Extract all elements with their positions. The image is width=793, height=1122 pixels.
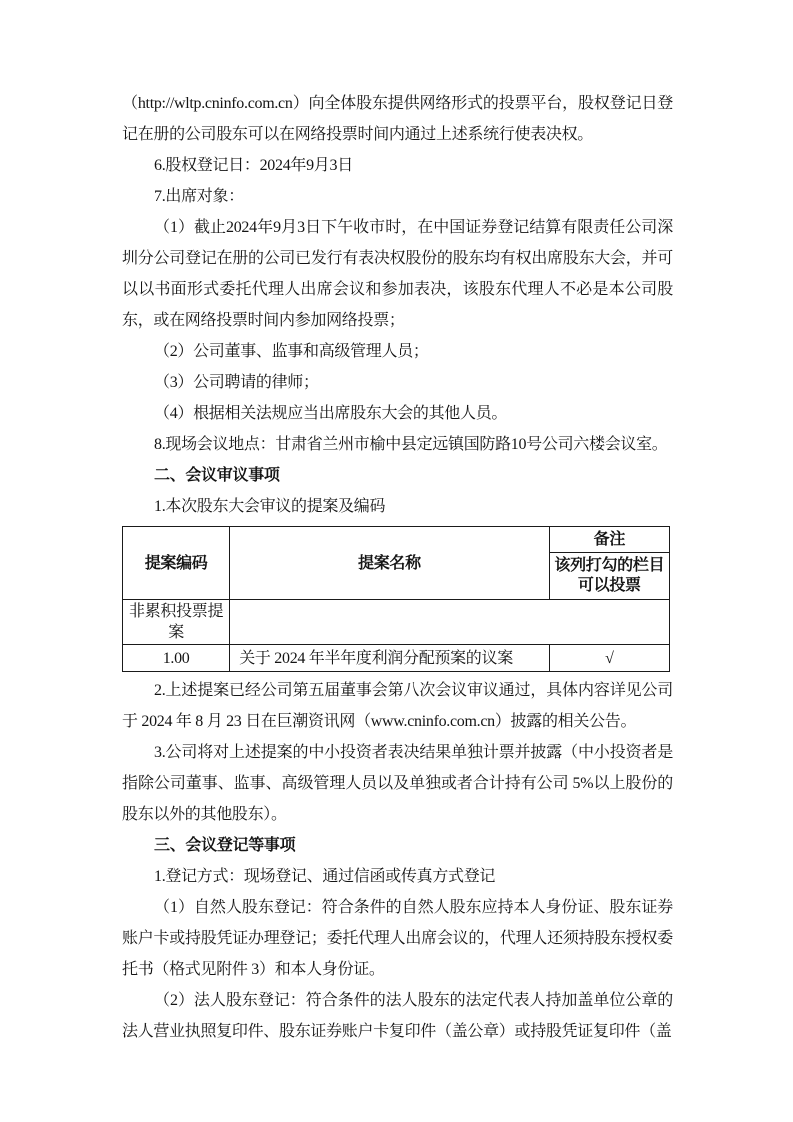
para-registration-method: 1.登记方式：现场登记、通过信函或传真方式登记: [154, 868, 496, 885]
table-section-row: [123, 600, 670, 645]
para-proposal-approval: 2.上述提案已经公司第五届董事会第八次会议审议通过，具体内容详见公司于 2024 年 8 月 23 日在巨潮资讯网（www.cninfo.com.cn）披露的相关公告。: [122, 682, 673, 730]
table-header-remark-note: 该列打勾的栏目可以投票: [549, 553, 669, 600]
para-attendee-others: （4）根据相关法规应当出席股东大会的其他人员。: [154, 405, 508, 422]
table-row-proposal-1: [123, 645, 670, 672]
table-header-remark: 备注: [549, 527, 669, 553]
heading-section-2-review-matters: 二、会议审议事项: [154, 467, 280, 484]
para-attendee-lawyers: （3）公司聘请的律师；: [154, 374, 319, 391]
para-attendee-shareholders: （1）截止2024年9月3日下午收市时，在中国证券登记结算有限责任公司深圳分公司登记在册的公司已发行有表决权股份的股东均有权出席股东大会，并可以以书面形式委托代理人出席会议和参加表决，该股东代理人不必是本公司股东，或在网络投票时间内参加网络投票；: [122, 219, 673, 329]
para-attendees-label: 7.出席对象：: [154, 188, 244, 205]
para-proposal-list-intro: 1.本次股东大会审议的提案及编码: [154, 498, 386, 515]
proposals-table: [122, 526, 670, 672]
para-attendee-directors: （2）公司董事、监事和高级管理人员；: [154, 343, 429, 360]
table-header-proposal-code: 提案编码: [123, 527, 230, 600]
table-header-proposal-name: 提案名称: [230, 527, 549, 600]
para-network-voting-platform: （http://wltp.cninfo.com.cn）向全体股东提供网络形式的投票平台，股权登记日登记在册的公司股东可以在网络投票时间内通过上述系统行使表决权。: [122, 95, 673, 143]
para-natural-person-registration: （1）自然人股东登记：符合条件的自然人股东应持本人身份证、股东证券账户卡或持股凭证办理登记；委托代理人出席会议的，代理人还须持股东授权委托书（格式见附件 3）和本人身份证。: [122, 899, 673, 978]
para-legal-person-registration: （2）法人股东登记：符合条件的法人股东的法定代表人持加盖单位公章的法人营业执照复印件、股东证券账户卡复印件（盖公章）或持股凭证复印件（盖: [122, 992, 673, 1040]
para-minority-investors: 3.公司将对上述提案的中小投资者表决结果单独计票并披露（中小投资者是指除公司董事、监事、高级管理人员以及单独或者合计持有公司 5%以上股份的股东以外的其他股东）。: [122, 744, 673, 823]
table-cell-proposal-remark-check: √: [549, 645, 669, 672]
table-cell-proposal-code: 1.00: [123, 645, 230, 672]
table-header-row-top: [123, 527, 670, 553]
para-meeting-venue: 8.现场会议地点：甘肃省兰州市榆中县定远镇国防路10号公司六楼会议室。: [154, 436, 668, 453]
document-body: [122, 88, 673, 1047]
table-section-empty-cell: [230, 600, 670, 645]
table-cell-proposal-name: 关于 2024 年半年度利润分配预案的议案: [230, 645, 549, 672]
para-record-date: 6.股权登记日：2024年9月3日: [154, 157, 353, 174]
table-section-label-non-cumulative: 非累积投票提案: [123, 600, 230, 645]
heading-section-3-registration: 三、会议登记等事项: [154, 837, 296, 854]
